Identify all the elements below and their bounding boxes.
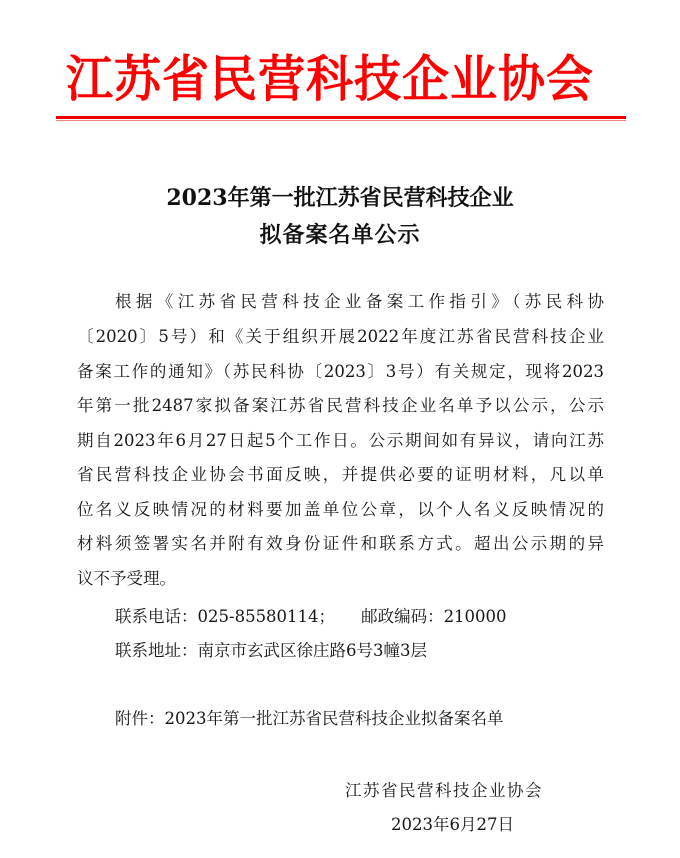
letterhead-organization-name: 江苏省民营科技企业协会	[66, 50, 594, 109]
body-line: 省民营科技企业协会书面反映，并提供必要的证明材料，凡以单	[77, 465, 604, 484]
letterhead-divider-thin	[56, 120, 626, 121]
address-value: 南京市玄武区徐庄路6号3幢3层	[197, 641, 427, 660]
address-label: 联系地址：	[115, 641, 198, 660]
phone-number: 025-85580114；	[197, 607, 336, 626]
body-line: 备案工作的通知》（苏民科协〔2023〕3号）有关规定，现将2023	[77, 362, 604, 381]
body-line: 位名义反映情况的材料要加盖单位公章，以个人名义反映情况的	[77, 500, 604, 519]
attachment-note: 附件：2023年第一批江苏省民营科技企业拟备案名单	[115, 709, 504, 728]
body-line: 年第一批2487家拟备案江苏省民营科技企业名单予以公示，公示	[77, 396, 604, 415]
signature-date: 2023年6月27日	[391, 815, 514, 834]
letterhead-divider-thick	[56, 116, 626, 119]
document-title-line-1: 2023年第一批江苏省民营科技企业	[166, 185, 514, 211]
postcode-value: 210000	[443, 607, 507, 626]
body-line: 〔2020〕5号）和《关于组织开展2022年度江苏省民营科技企业	[77, 327, 604, 346]
contact-phone-postcode	[115, 607, 507, 627]
body-line: 议不予受理。	[77, 569, 176, 588]
letterhead	[0, 52, 680, 108]
document-title-line-2: 拟备案名单公示	[259, 222, 421, 248]
body-line: 期自2023年6月27日起5个工作日。公示期间如有异议，请向江苏	[77, 431, 604, 450]
body-line: 材料须签署实名并附有效身份证件和联系方式。超出公示期的异	[77, 534, 604, 553]
contact-address	[115, 641, 427, 661]
signature-organization: 江苏省民营科技企业协会	[345, 781, 543, 800]
postcode-label: 邮政编码：	[361, 607, 444, 626]
phone-label: 联系电话：	[115, 607, 198, 626]
body-line: 根据《江苏省民营科技企业备案工作指引》（苏民科协	[115, 292, 604, 311]
